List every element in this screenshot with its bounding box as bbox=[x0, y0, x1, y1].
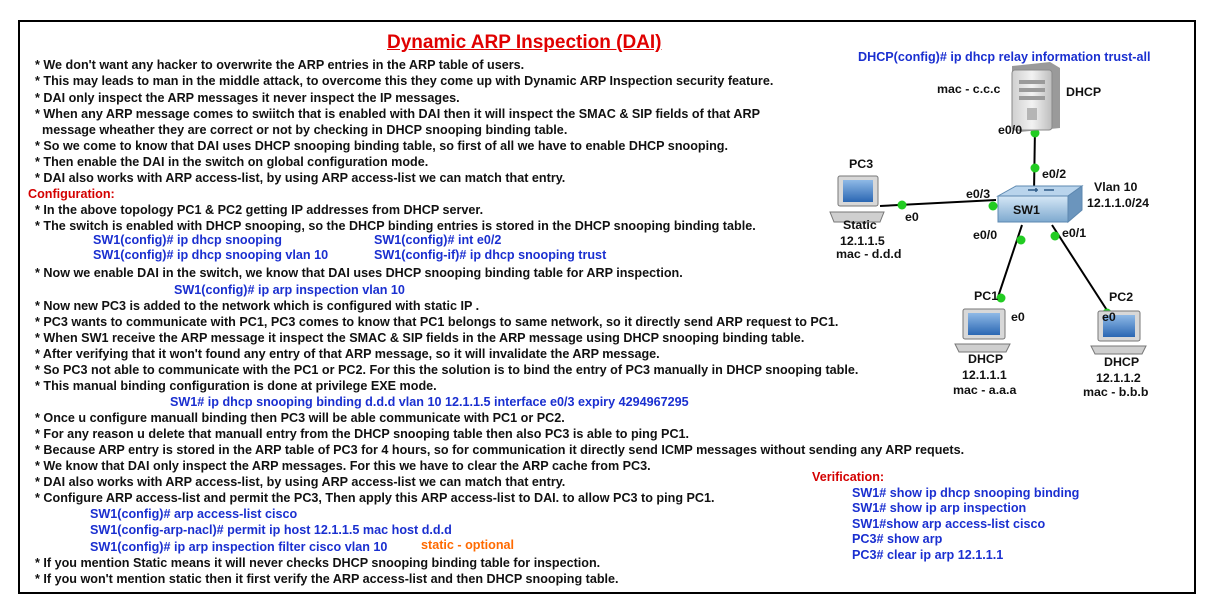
pc1-name: PC1 bbox=[974, 289, 999, 303]
link-dot bbox=[989, 202, 998, 211]
pc1-mode: DHCP bbox=[968, 352, 1004, 366]
bullet: * So we come to know that DAI uses DHCP snooping binding table, so first of all we have to enable DHCP snooping. bbox=[35, 139, 728, 153]
pc2-name: PC2 bbox=[1109, 290, 1134, 304]
bullet: * The switch is enabled with DHCP snooping, so the DHCP binding entries is stored in the DHCP snooping binding table. bbox=[35, 219, 756, 233]
verification-heading: Verification: bbox=[812, 470, 885, 484]
static-optional-note: static - optional bbox=[421, 538, 515, 552]
dhcp-server-icon bbox=[1012, 62, 1060, 132]
link-dot bbox=[1031, 164, 1040, 173]
port-label: e0/2 bbox=[1042, 167, 1067, 181]
bullet: * After verifying that it won't found any entry of that ARP message, so it will invalidate the ARP message. bbox=[35, 347, 660, 361]
pc1-computer-icon bbox=[955, 309, 1010, 352]
verification-command: SW1#show arp access-list cisco bbox=[852, 517, 1046, 531]
dhcp-server-mac: mac - c.c.c bbox=[937, 82, 1001, 96]
verification-command: PC3# clear ip arp 12.1.1.1 bbox=[852, 548, 1004, 562]
bullet: * Once u configure manuall binding then PC3 will be able communicate with PC1 or PC2. bbox=[35, 411, 565, 425]
subnet-label: 12.1.1.0/24 bbox=[1087, 196, 1150, 210]
pc2-mac: mac - b.b.b bbox=[1083, 385, 1149, 399]
bullet: * Now new PC3 is added to the network which is configured with static IP . bbox=[35, 299, 480, 313]
command: SW1# ip dhcp snooping binding d.d.d vlan 10 12.1.1.5 interface e0/3 expiry 4294967295 bbox=[170, 395, 689, 409]
command: SW1(config)# int e0/2 bbox=[374, 233, 502, 247]
switch-icon bbox=[998, 186, 1082, 222]
port-label: e0/3 bbox=[966, 187, 991, 201]
pc3-computer-icon bbox=[830, 176, 884, 222]
pc1-ip: 12.1.1.1 bbox=[962, 368, 1007, 382]
page-title: Dynamic ARP Inspection (DAI) bbox=[387, 32, 662, 53]
command: SW1(config)# ip dhcp snooping vlan 10 bbox=[93, 248, 329, 262]
dhcp-relay-command: DHCP(config)# ip dhcp relay information trust-all bbox=[858, 50, 1151, 64]
dhcp-server-label: DHCP bbox=[1066, 85, 1102, 99]
bullet: * PC3 wants to communicate with PC1, PC3 comes to know that PC1 belongs to same network, so it directly send ARP request to PC1. bbox=[35, 315, 839, 329]
bullet: * Because ARP entry is stored in the ARP table of PC3 for 4 hours, so for communication it directly send ICMP messages without sending any ARP requets. bbox=[35, 443, 965, 457]
bullet: * When any ARP message comes to swiitch that is enabled with DAI then it will inspect the SMAC & SIP fields of that ARP bbox=[35, 107, 760, 121]
vlan-label: Vlan 10 bbox=[1094, 180, 1138, 194]
pc2-mode: DHCP bbox=[1104, 355, 1140, 369]
switch-name: SW1 bbox=[1013, 203, 1040, 217]
pc2-computer-icon bbox=[1091, 311, 1146, 354]
port-label: e0/0 bbox=[998, 123, 1023, 137]
bullet: * In the above topology PC1 & PC2 getting IP addresses from DHCP server. bbox=[35, 203, 484, 217]
verification-command: SW1# show ip arp inspection bbox=[852, 501, 1027, 515]
bullet: * If you mention Static means it will never checks DHCP snooping binding table for inspection. bbox=[35, 556, 601, 570]
verification-command: SW1# show ip dhcp snooping binding bbox=[852, 486, 1080, 500]
verification-command: PC3# show arp bbox=[852, 532, 943, 546]
bullet: * Configure ARP access-list and permit the PC3, Then apply this ARP access-list to DAI. to allow PC3 to ping PC1. bbox=[35, 491, 715, 505]
bullet: * Now we enable DAI in the switch, we know that DAI uses DHCP snooping binding table for ARP inspection. bbox=[35, 266, 683, 280]
command: SW1(config)# ip dhcp snooping bbox=[93, 233, 282, 247]
port-label: e0/0 bbox=[973, 228, 998, 242]
bullet-continuation: message wheather they are correct or not by checking in DHCP snooping binding table. bbox=[35, 123, 568, 137]
pc2-ip: 12.1.1.2 bbox=[1096, 371, 1141, 385]
port-label: e0/1 bbox=[1062, 226, 1087, 240]
command: SW1(config)# arp access-list cisco bbox=[90, 507, 298, 521]
bullet: * This manual binding configuration is done at privilege EXE mode. bbox=[35, 379, 437, 393]
pc1-mac: mac - a.a.a bbox=[953, 383, 1017, 397]
pc1-port: e0 bbox=[1011, 310, 1025, 324]
command: SW1(config-arp-nacl)# permit ip host 12.1.1.5 mac host d.d.d bbox=[90, 523, 452, 537]
pc3-port: e0 bbox=[905, 210, 919, 224]
bullet: * DAI also works with ARP access-list, by using ARP access-list we can match that entry. bbox=[35, 171, 566, 185]
pc3-name: PC3 bbox=[849, 157, 874, 171]
bullet: * DAI only inspect the ARP messages it never inspect the IP messages. bbox=[35, 91, 460, 105]
link-pc1-sw1 bbox=[997, 225, 1022, 300]
configuration-heading: Configuration: bbox=[28, 187, 115, 201]
bullet: * DAI also works with ARP access-list, by using ARP access-list we can match that entry. bbox=[35, 475, 566, 489]
bullet: * We know that DAI only inspect the ARP messages. For this we have to clear the ARP cache from PC3. bbox=[35, 459, 651, 473]
link-dot bbox=[1017, 236, 1026, 245]
pc2-port: e0 bbox=[1102, 310, 1116, 324]
bullet: * We don't want any hacker to overwrite the ARP entries in the ARP table of users. bbox=[35, 58, 525, 72]
command: SW1(config-if)# ip dhcp snooping trust bbox=[374, 248, 607, 262]
command: SW1(config)# ip arp inspection vlan 10 bbox=[174, 283, 405, 297]
bullet: * This may leads to man in the middle attack, to overcome this they come up with Dynamic ARP Inspection security feature. bbox=[35, 74, 774, 88]
bullet: * For any reason u delete that manuall entry from the DHCP snooping table then also PC3 is able to ping PC1. bbox=[35, 427, 690, 441]
link-dhcp-sw1 bbox=[1034, 128, 1035, 192]
pc3-ip: 12.1.1.5 bbox=[840, 234, 885, 248]
bullet: * When SW1 receive the ARP message it inspect the SMAC & SIP fields in the ARP message using DHCP snooping binding table. bbox=[35, 331, 805, 345]
pc3-mac: mac - d.d.d bbox=[836, 247, 902, 261]
link-dot bbox=[898, 201, 907, 210]
bullet: * Then enable the DAI in the switch on global configuration mode. bbox=[35, 155, 429, 169]
bullet: * So PC3 not able to communicate with the PC1 or PC2. For this the solution is to bind the entry of PC3 manually in DHCP snooping table. bbox=[35, 363, 859, 377]
link-dot bbox=[1051, 232, 1060, 241]
bullet: * If you won't mention static then it first verify the ARP access-list and then DHCP snooping table. bbox=[35, 572, 619, 586]
command: SW1(config)# ip arp inspection filter cisco vlan 10 bbox=[90, 540, 388, 554]
pc3-mode: Static bbox=[843, 218, 877, 232]
